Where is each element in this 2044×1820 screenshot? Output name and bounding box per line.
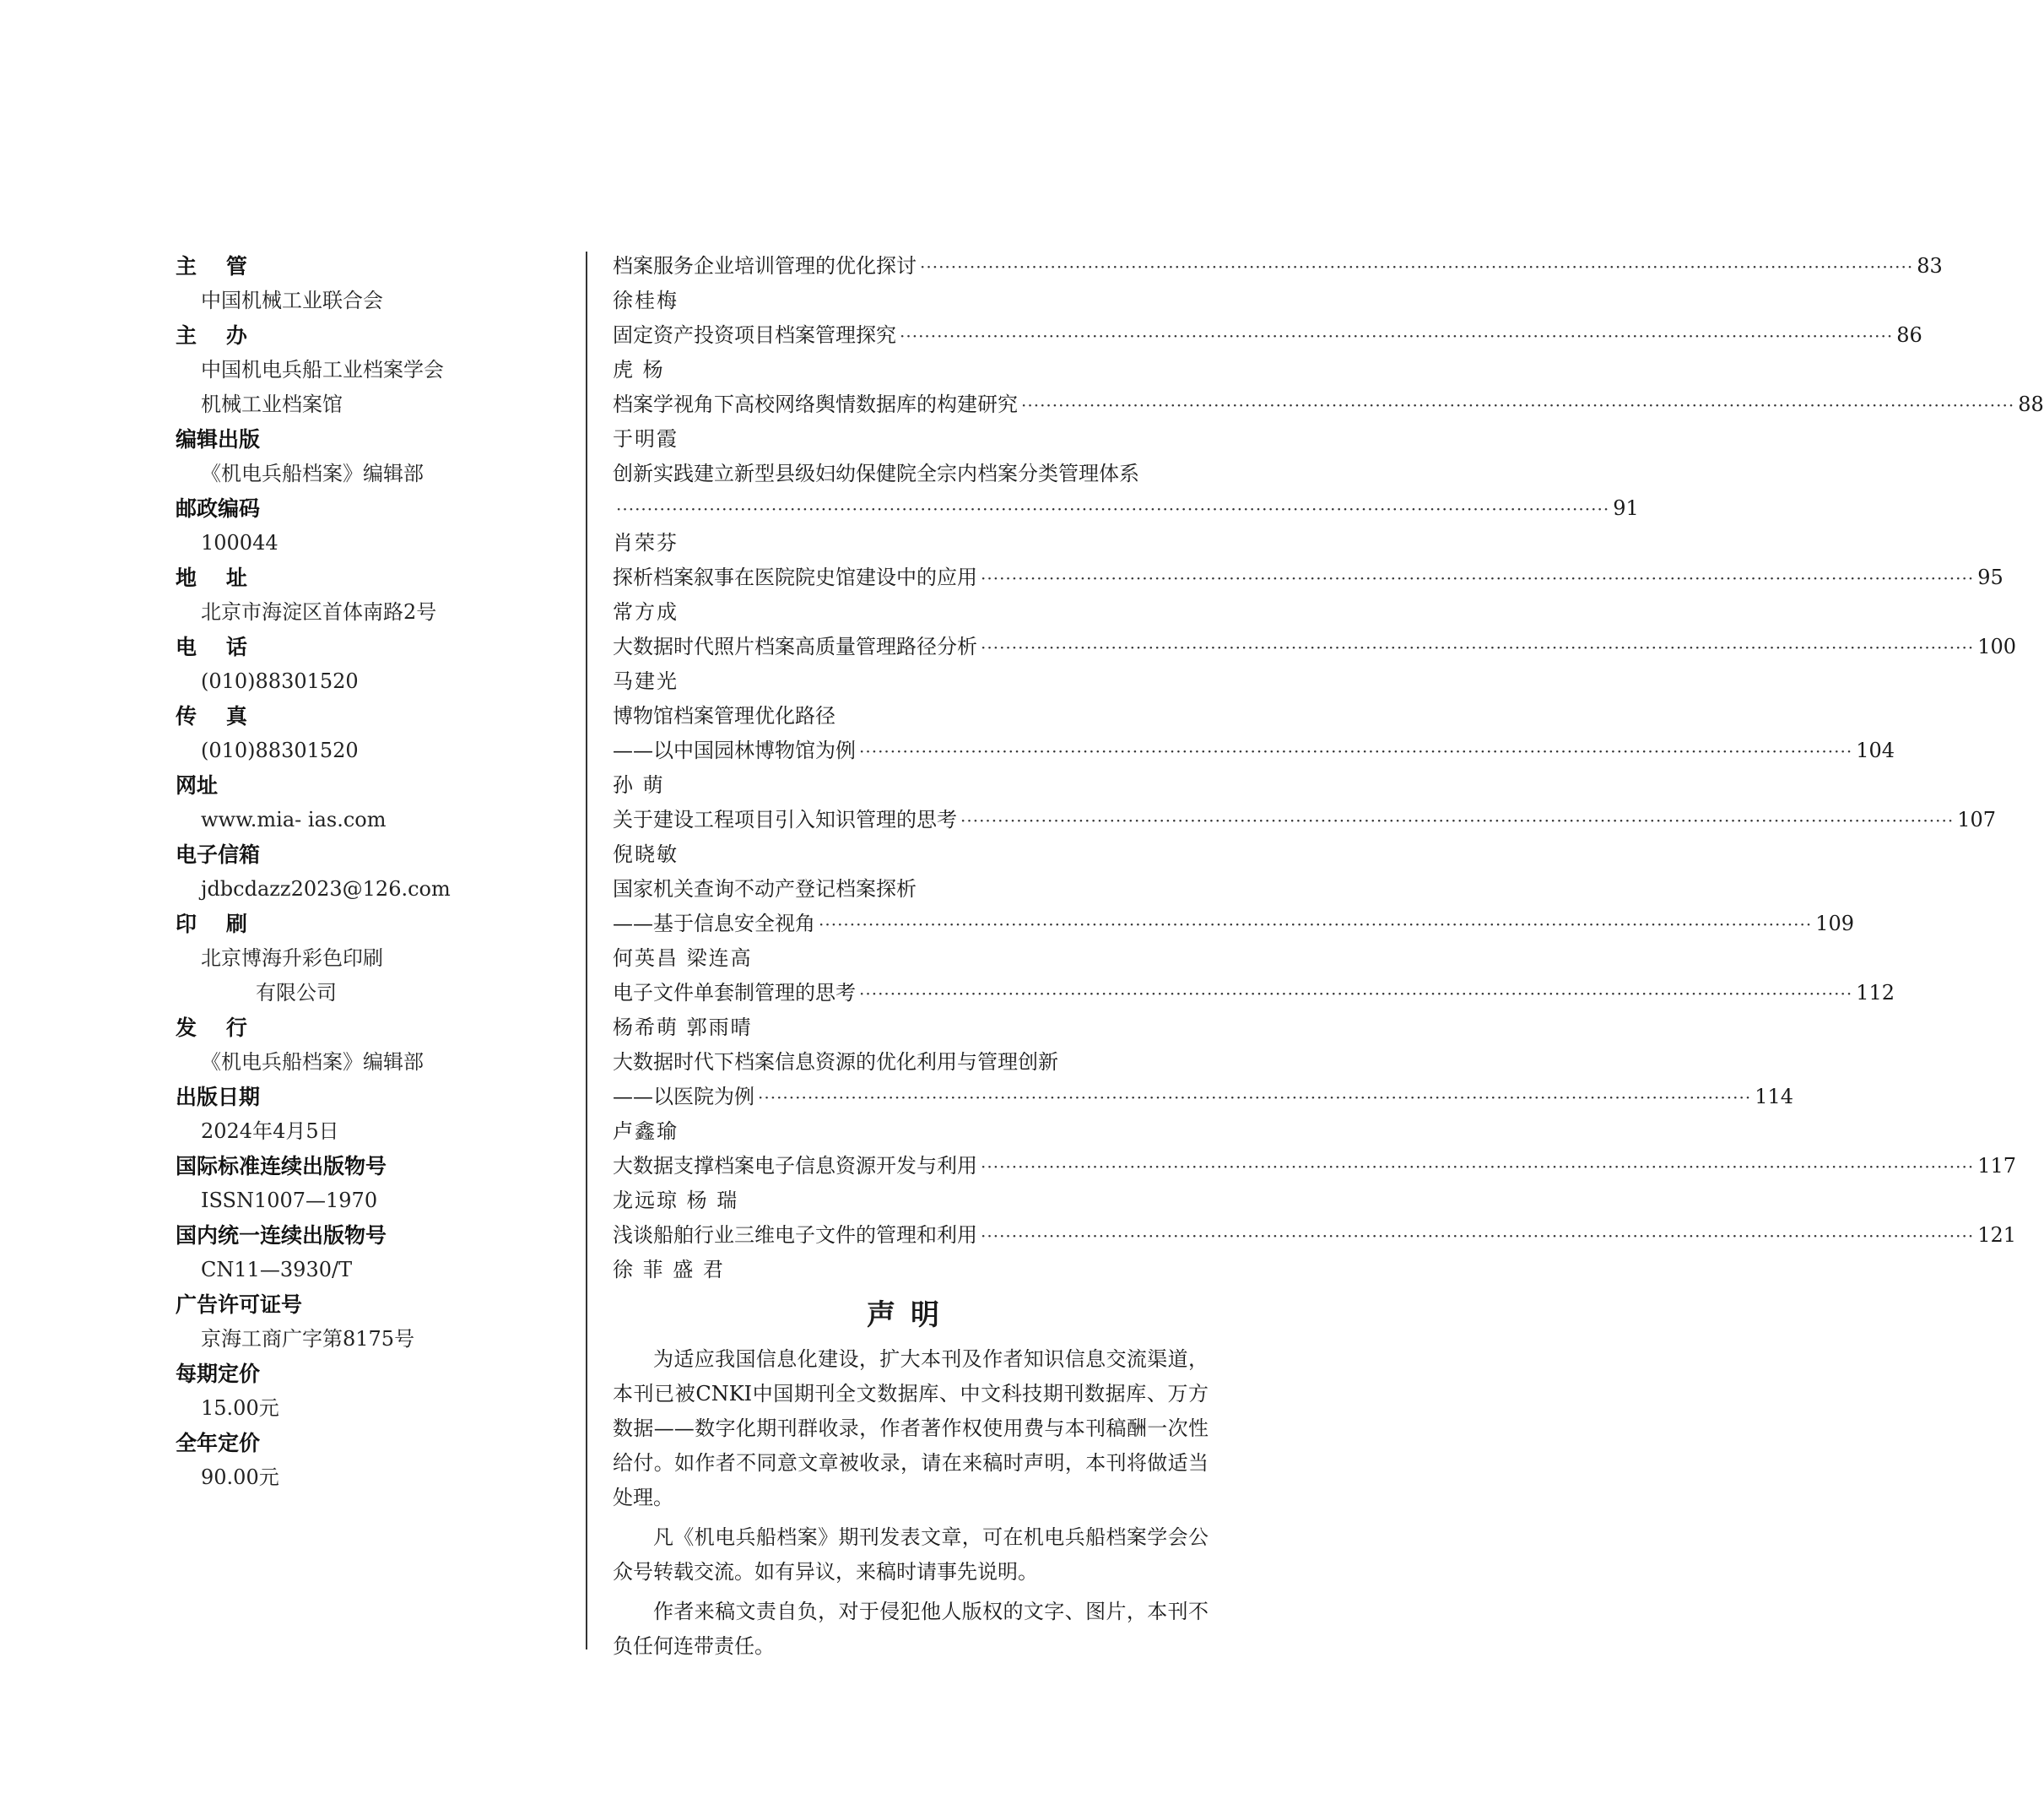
info-value: 北京市海淀区首体南路2号 — [201, 600, 437, 624]
info-label: 主 管 — [176, 254, 247, 279]
toc-page-number: 86 — [1896, 323, 1922, 347]
toc-title: 档案服务企业培训管理的优化探讨 — [613, 254, 917, 278]
toc-leader-dots: ································································································································································ — [920, 257, 1914, 277]
toc-entry[interactable] — [613, 1218, 2016, 1253]
toc-entry[interactable] — [613, 734, 1895, 768]
toc-entry[interactable] — [613, 1149, 2016, 1184]
toc-page-number: 83 — [1917, 254, 1943, 278]
toc-title-line: 国家机关查询不动产登记档案探析 — [613, 877, 917, 901]
info-value: 《机电兵船档案》编辑部 — [201, 1050, 424, 1074]
info-value: www.mia- ias.com — [201, 808, 387, 831]
info-label: 编辑出版 — [176, 427, 261, 452]
publication-info — [176, 249, 572, 1495]
info-label: 全年定价 — [176, 1431, 261, 1455]
toc-entry[interactable] — [613, 491, 1639, 526]
toc-title-line: 博物馆档案管理优化路径 — [613, 704, 835, 728]
toc-entry[interactable] — [613, 318, 1922, 353]
toc-page-number: 112 — [1856, 981, 1895, 1005]
toc-title-line: 大数据时代下档案信息资源的优化利用与管理创新 — [613, 1050, 1058, 1074]
toc-page-number: 117 — [1977, 1154, 2016, 1178]
toc-title-line: 创新实践建立新型县级妇幼保健院全宗内档案分类管理体系 — [613, 462, 1139, 485]
toc-entry[interactable] — [613, 249, 1943, 284]
toc-page-number: 109 — [1815, 912, 1854, 935]
info-label: 传 真 — [176, 704, 247, 729]
statement-paragraph: 作者来稿文责自负，对于侵犯他人版权的文字、图片，本刊不负任何连带责任。 — [613, 1600, 1209, 1658]
toc-page-number: 107 — [1957, 808, 1996, 831]
toc-page-number: 100 — [1977, 635, 2016, 658]
info-value: 90.00元 — [201, 1465, 279, 1489]
table-of-contents — [613, 249, 2044, 1287]
toc-author: 何英昌 梁连高 — [613, 946, 753, 970]
info-value: 15.00元 — [201, 1396, 279, 1420]
toc-title: 浅谈船舶行业三维电子文件的管理和利用 — [613, 1223, 977, 1247]
info-label: 地 址 — [176, 566, 247, 590]
toc-leader-dots: ································································································································································ — [960, 810, 1955, 831]
info-label: 印 刷 — [176, 912, 247, 936]
toc-title: ——以中国园林博物馆为例 — [613, 739, 856, 762]
toc-leader-dots: ································································································································································ — [819, 914, 1813, 934]
toc-title: 电子文件单套制管理的思考 — [613, 981, 856, 1005]
info-label: 国内统一连续出版物号 — [176, 1223, 387, 1248]
toc-leader-dots: ································································································································································ — [900, 326, 1894, 346]
info-label: 网址 — [176, 773, 219, 798]
info-value: 中国机械工业联合会 — [201, 289, 383, 312]
toc-author: 卢鑫瑜 — [613, 1119, 679, 1143]
statement-paragraph: 为适应我国信息化建设，扩大本刊及作者知识信息交流渠道，本刊已被CNKI中国期刊全文数据库、中文科技期刊数据库、万方数据——数字化期刊群收录，作者著作权使用费与本刊稿酬一次性给付。如作者不同意文章被收录，请在来稿时声明，本刊将做适当处理。 — [613, 1347, 1209, 1509]
toc-page-number: 88 — [2018, 393, 2044, 416]
info-label: 每期定价 — [176, 1362, 261, 1386]
toc-page-number: 91 — [1613, 496, 1639, 520]
toc-title: 大数据时代照片档案高质量管理路径分析 — [613, 635, 977, 658]
toc-author: 孙 萌 — [613, 773, 665, 797]
toc-title: 档案学视角下高校网络舆情数据库的构建研究 — [613, 393, 1018, 416]
toc-leader-dots: ································································································································································ — [1021, 395, 2015, 415]
info-label: 发 行 — [176, 1016, 247, 1040]
info-label: 电子信箱 — [176, 842, 261, 867]
toc-entry[interactable] — [613, 387, 2044, 422]
info-value: 机械工业档案馆 — [201, 393, 343, 416]
toc-author: 虎 杨 — [613, 358, 665, 382]
toc-entry[interactable] — [613, 1080, 1793, 1114]
toc-page-number: 104 — [1856, 739, 1895, 762]
toc-title: ——以医院为例 — [613, 1085, 754, 1108]
toc-entry[interactable] — [613, 561, 2003, 595]
toc-entry[interactable] — [613, 630, 2016, 664]
info-value: (010)88301520 — [201, 669, 359, 693]
statement-paragraph: 凡《机电兵船档案》期刊发表文章，可在机电兵船档案学会公众号转载交流。如有异议，来稿时请事先说明。 — [613, 1525, 1209, 1584]
info-value: 中国机电兵船工业档案学会 — [201, 358, 444, 382]
toc-title: 探析档案叙事在医院院史馆建设中的应用 — [613, 566, 977, 589]
info-label: 邮政编码 — [176, 496, 261, 521]
toc-title: 大数据支撑档案电子信息资源开发与利用 — [613, 1154, 977, 1178]
toc-author: 杨希萌 郭雨晴 — [613, 1016, 753, 1039]
column-divider — [586, 252, 587, 1649]
toc-leader-dots: ································································································································································ — [981, 1226, 1975, 1246]
info-value: CN11—3930/T — [201, 1258, 353, 1281]
toc-author: 常方成 — [613, 600, 679, 624]
toc-leader-dots: ································································································································································ — [981, 637, 1975, 658]
info-value: 京海工商广字第8175号 — [201, 1327, 415, 1351]
statement-title: 声明 — [867, 1298, 954, 1332]
toc-page-number: 114 — [1755, 1085, 1793, 1108]
toc-title: 关于建设工程项目引入知识管理的思考 — [613, 808, 957, 831]
toc-author: 马建光 — [613, 669, 679, 693]
info-value: ISSN1007—1970 — [201, 1189, 378, 1212]
info-value: (010)88301520 — [201, 739, 359, 762]
toc-leader-dots: ································································································································································ — [758, 1087, 1752, 1108]
info-value: 有限公司 — [256, 981, 337, 1005]
toc-entry[interactable] — [613, 803, 1996, 837]
toc-leader-dots: ································································································································································ — [981, 1156, 1975, 1177]
info-label: 电 话 — [176, 635, 247, 659]
toc-entry[interactable] — [613, 976, 1895, 1010]
toc-title: 固定资产投资项目档案管理探究 — [613, 323, 896, 347]
toc-author: 于明霞 — [613, 427, 679, 451]
toc-author: 倪晓敏 — [613, 842, 679, 866]
toc-author: 肖荣芬 — [613, 531, 679, 555]
info-value: 北京博海升彩色印刷 — [201, 946, 383, 970]
info-value: jdbcdazz2023@126.com — [201, 877, 451, 901]
info-label: 国际标准连续出版物号 — [176, 1154, 387, 1178]
toc-title: ——基于信息安全视角 — [613, 912, 815, 935]
toc-author: 徐 菲 盛 君 — [613, 1258, 725, 1281]
toc-entry[interactable] — [613, 907, 1854, 941]
info-label: 广告许可证号 — [176, 1292, 303, 1317]
toc-leader-dots: ································································································································································ — [981, 568, 1975, 588]
toc-leader-dots: ································································································································································ — [859, 983, 1853, 1004]
info-label: 出版日期 — [176, 1085, 261, 1109]
info-value: 2024年4月5日 — [201, 1119, 339, 1143]
toc-leader-dots: ································································································································································ — [616, 499, 1610, 519]
toc-page-number: 95 — [1977, 566, 2003, 589]
toc-page-number: 121 — [1977, 1223, 2016, 1247]
statement-section — [613, 1292, 1209, 1669]
toc-author: 龙远琼 杨 瑞 — [613, 1189, 739, 1212]
info-value: 100044 — [201, 531, 278, 555]
toc-leader-dots: ································································································································································ — [859, 741, 1853, 761]
toc-author: 徐桂梅 — [613, 289, 679, 312]
info-value: 《机电兵船档案》编辑部 — [201, 462, 424, 485]
info-label: 主 办 — [176, 323, 247, 348]
